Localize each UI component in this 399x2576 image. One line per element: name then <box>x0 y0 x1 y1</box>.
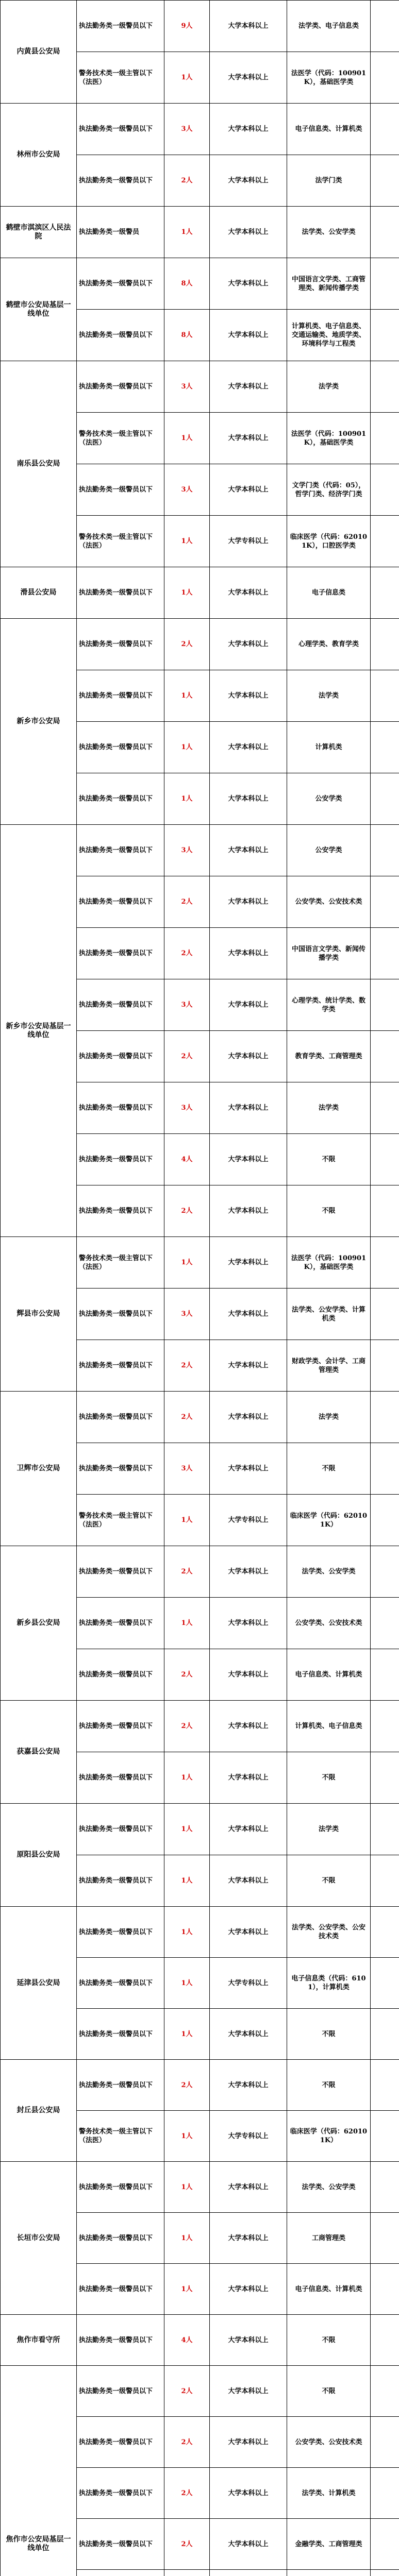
education-cell: 大学本科以上 <box>210 2417 287 2468</box>
remarks-cell <box>371 413 399 464</box>
remarks-cell <box>371 1392 399 1443</box>
headcount-cell: 2人 <box>164 1340 210 1392</box>
headcount-cell: 1人 <box>164 2213 210 2264</box>
remarks-cell <box>371 2213 399 2264</box>
remarks-cell <box>371 207 399 258</box>
remarks-cell <box>371 1443 399 1495</box>
position-cell: 执法勤务类一级警员以下 <box>77 1289 164 1340</box>
table-row <box>1 2315 399 2366</box>
remarks-cell <box>371 876 399 928</box>
remarks-cell <box>371 1340 399 1392</box>
position-cell: 执法勤务类一级警员以下 <box>77 2315 164 2366</box>
remarks-cell <box>371 2111 399 2162</box>
headcount-cell: 2人 <box>164 1392 210 1443</box>
position-cell: 执法勤务类一级警员以下 <box>77 258 164 310</box>
remarks-cell <box>371 1546 399 1598</box>
education-cell: 大学本科以上 <box>210 722 287 773</box>
position-cell: 执法勤务类一级警员以下 <box>77 361 164 413</box>
major-cell: 心理学类、统计学类、数学类 <box>287 979 371 1031</box>
headcount-cell: 4人 <box>164 2315 210 2366</box>
major-cell: 法学类 <box>287 1392 371 1443</box>
headcount-cell: 1人 <box>164 1907 210 1958</box>
remarks-cell <box>371 825 399 876</box>
position-cell: 执法勤务类一级警员以下 <box>77 464 164 516</box>
remarks-cell <box>371 2366 399 2417</box>
table-row <box>1 1804 399 1855</box>
headcount-cell: 8人 <box>164 310 210 361</box>
major-cell: 法学类 <box>287 1082 371 1134</box>
remarks-cell <box>371 1495 399 1546</box>
education-cell: 大学本科以上 <box>210 979 287 1031</box>
remarks-cell <box>371 619 399 670</box>
position-cell: 执法勤务类一级警员以下 <box>77 1958 164 2009</box>
headcount-cell: 1人 <box>164 52 210 104</box>
major-cell: 法学类、公安学类、公安技术类 <box>287 1907 371 1958</box>
position-cell: 警务技术类一级主管以下（法医） <box>77 413 164 464</box>
major-cell: 法学类 <box>287 361 371 413</box>
headcount-cell: 2人 <box>164 1701 210 1752</box>
unit-name-cell: 原阳县公安局 <box>1 1804 77 1907</box>
education-cell: 大学本科以上 <box>210 1134 287 1185</box>
education-cell: 大学本科以上 <box>210 155 287 207</box>
headcount-cell: 1人 <box>164 1495 210 1546</box>
headcount-cell: 2人 <box>164 2519 210 2570</box>
major-cell: 法学类、公安学类 <box>287 1546 371 1598</box>
major-cell: 不限 <box>287 1855 371 1907</box>
remarks-cell <box>371 2570 399 2576</box>
education-cell: 大学本科以上 <box>210 2213 287 2264</box>
major-cell: 工商管理类 <box>287 2213 371 2264</box>
unit-name-cell: 鹤壁市公安局基层一线单位 <box>1 258 77 361</box>
remarks-cell <box>371 258 399 310</box>
unit-name-cell: 焦作市公安局基层一线单位 <box>1 2366 77 2576</box>
major-cell: 计算机类、电子信息类、交通运输类、地质学类、环境科学与工程类 <box>287 310 371 361</box>
remarks-cell <box>371 1649 399 1701</box>
education-cell: 大学本科以上 <box>210 1340 287 1392</box>
headcount-cell: 2人 <box>164 1185 210 1237</box>
major-cell: 不限 <box>287 1443 371 1495</box>
headcount-cell: 2人 <box>164 1649 210 1701</box>
remarks-cell <box>371 1598 399 1649</box>
remarks-cell <box>371 1082 399 1134</box>
position-cell: 执法勤务类一级警员以下 <box>77 1546 164 1598</box>
remarks-cell <box>371 2417 399 2468</box>
headcount-cell: 1人 <box>164 1598 210 1649</box>
education-cell: 大学本科以上 <box>210 1752 287 1804</box>
remarks-cell <box>371 1804 399 1855</box>
major-cell: 不限 <box>287 2009 371 2060</box>
table-row <box>1 1546 399 1598</box>
position-cell: 执法勤务类一级警员以下 <box>77 1031 164 1082</box>
major-cell: 法学类 <box>287 670 371 722</box>
education-cell: 大学本科以上 <box>210 2315 287 2366</box>
education-cell: 大学本科以上 <box>210 1 287 52</box>
education-cell: 大学专科以上 <box>210 1958 287 2009</box>
major-cell <box>287 2570 371 2576</box>
major-cell: 计算机类、电子信息类 <box>287 1701 371 1752</box>
position-cell: 执法勤务类一级警员以下 <box>77 825 164 876</box>
education-cell <box>210 2570 287 2576</box>
position-cell: 执法勤务类一级警员以下 <box>77 2417 164 2468</box>
major-cell: 电子信息类、计算机类 <box>287 2264 371 2315</box>
remarks-cell <box>371 155 399 207</box>
education-cell: 大学本科以上 <box>210 1598 287 1649</box>
position-cell: 警务技术类一级主管以下（法医） <box>77 2111 164 2162</box>
education-cell: 大学本科以上 <box>210 2264 287 2315</box>
headcount-cell: 2人 <box>164 2060 210 2111</box>
unit-name-cell: 长垣市公安局 <box>1 2162 77 2315</box>
major-cell: 公安学类、公安技术类 <box>287 2417 371 2468</box>
unit-name-cell: 新乡县公安局 <box>1 1546 77 1701</box>
education-cell: 大学专科以上 <box>210 2111 287 2162</box>
remarks-cell <box>371 1 399 52</box>
unit-name-cell: 焦作市看守所 <box>1 2315 77 2366</box>
remarks-cell <box>371 2009 399 2060</box>
education-cell: 大学本科以上 <box>210 1185 287 1237</box>
headcount-cell: 1人 <box>164 2111 210 2162</box>
major-cell: 文学门类（代码：05），哲学门类、经济学门类 <box>287 464 371 516</box>
unit-name-cell: 新乡市公安局基层一线单位 <box>1 825 77 1237</box>
table-row <box>1 104 399 155</box>
position-cell: 执法勤务类一级警员以下 <box>77 567 164 619</box>
position-cell: 执法勤务类一级警员以下 <box>77 2468 164 2519</box>
unit-name-cell: 卫辉市公安局 <box>1 1392 77 1546</box>
table-row <box>1 258 399 310</box>
table-row <box>1 2162 399 2213</box>
headcount-cell: 8人 <box>164 258 210 310</box>
headcount-cell: 1人 <box>164 207 210 258</box>
education-cell: 大学本科以上 <box>210 258 287 310</box>
remarks-cell <box>371 1185 399 1237</box>
remarks-cell <box>371 1237 399 1289</box>
major-cell: 法医学（代码：100901K），基础医学类 <box>287 52 371 104</box>
major-cell: 中国语言文学类、新闻传播学类 <box>287 928 371 979</box>
headcount-cell: 1人 <box>164 1237 210 1289</box>
headcount-cell: 1人 <box>164 1855 210 1907</box>
education-cell: 大学本科以上 <box>210 1443 287 1495</box>
headcount-cell: 1人 <box>164 2162 210 2213</box>
major-cell: 公安学类、公安技术类 <box>287 1598 371 1649</box>
major-cell: 法学门类 <box>287 155 371 207</box>
headcount-cell: 1人 <box>164 670 210 722</box>
education-cell: 大学本科以上 <box>210 2060 287 2111</box>
headcount-cell: 2人 <box>164 2417 210 2468</box>
unit-name-cell: 内黄县公安局 <box>1 1 77 104</box>
major-cell: 计算机类 <box>287 722 371 773</box>
unit-name-cell: 新乡市公安局 <box>1 619 77 825</box>
education-cell: 大学本科以上 <box>210 773 287 825</box>
unit-name-cell: 滑县公安局 <box>1 567 77 619</box>
position-cell: 执法勤务类一级警员以下 <box>77 2213 164 2264</box>
remarks-cell <box>371 567 399 619</box>
position-cell: 执法勤务类一级警员以下 <box>77 773 164 825</box>
headcount-cell: 1人 <box>164 516 210 567</box>
remarks-cell <box>371 1134 399 1185</box>
major-cell: 公安学类 <box>287 825 371 876</box>
education-cell: 大学本科以上 <box>210 876 287 928</box>
position-cell: 执法勤务类一级警员以下 <box>77 1907 164 1958</box>
education-cell: 大学本科以上 <box>210 52 287 104</box>
education-cell: 大学专科以上 <box>210 516 287 567</box>
unit-name-cell: 获嘉县公安局 <box>1 1701 77 1804</box>
remarks-cell <box>371 464 399 516</box>
headcount-cell: 3人 <box>164 1082 210 1134</box>
headcount-cell: 3人 <box>164 464 210 516</box>
remarks-cell <box>371 2519 399 2570</box>
table-row <box>1 207 399 258</box>
position-cell: 执法勤务类一级警员以下 <box>77 104 164 155</box>
remarks-cell <box>371 670 399 722</box>
table-row <box>1 2060 399 2111</box>
remarks-cell <box>371 310 399 361</box>
education-cell: 大学本科以上 <box>210 104 287 155</box>
table-row <box>1 1 399 52</box>
table-row <box>1 361 399 413</box>
major-cell: 法学类、公安学类 <box>287 207 371 258</box>
table-row <box>1 1237 399 1289</box>
headcount-cell: 3人 <box>164 979 210 1031</box>
education-cell: 大学本科以上 <box>210 1082 287 1134</box>
headcount-cell: 2人 <box>164 1546 210 1598</box>
major-cell: 财政学类、会计学、工商管理类 <box>287 1340 371 1392</box>
headcount-cell: 1人 <box>164 2264 210 2315</box>
headcount-cell: 2人 <box>164 2366 210 2417</box>
headcount-cell: 1人 <box>164 1752 210 1804</box>
headcount-cell: 1人 <box>164 567 210 619</box>
position-cell: 执法勤务类一级警员以下 <box>77 1392 164 1443</box>
education-cell: 大学本科以上 <box>210 1546 287 1598</box>
unit-name-cell: 南乐县公安局 <box>1 361 77 567</box>
position-cell: 警务技术类一级主管以下（法医） <box>77 516 164 567</box>
major-cell: 不限 <box>287 1752 371 1804</box>
unit-name-cell: 延津县公安局 <box>1 1907 77 2060</box>
position-cell: 执法勤务类一级警员以下 <box>77 876 164 928</box>
remarks-cell <box>371 361 399 413</box>
headcount-cell: 1人 <box>164 413 210 464</box>
remarks-cell <box>371 2264 399 2315</box>
position-cell: 警务技术类一级主管以下（法医） <box>77 52 164 104</box>
headcount-cell: 2人 <box>164 155 210 207</box>
major-cell: 中国语言文学类、工商管理类、新闻传播学类 <box>287 258 371 310</box>
remarks-cell <box>371 979 399 1031</box>
remarks-cell <box>371 1958 399 2009</box>
remarks-cell <box>371 1701 399 1752</box>
headcount-cell: 3人 <box>164 825 210 876</box>
position-cell: 执法勤务类一级警员以下 <box>77 1082 164 1134</box>
headcount-cell: 1人 <box>164 722 210 773</box>
remarks-cell <box>371 773 399 825</box>
headcount-cell: 2人 <box>164 1031 210 1082</box>
headcount-cell <box>164 2570 210 2576</box>
education-cell: 大学本科以上 <box>210 464 287 516</box>
education-cell: 大学本科以上 <box>210 670 287 722</box>
education-cell: 大学本科以上 <box>210 825 287 876</box>
position-cell: 执法勤务类一级警员以下 <box>77 1185 164 1237</box>
major-cell: 临床医学（代码：620101K），口腔医学类 <box>287 516 371 567</box>
table-row <box>1 619 399 670</box>
position-cell: 执法勤务类一级警员以下 <box>77 2264 164 2315</box>
headcount-cell: 4人 <box>164 1134 210 1185</box>
position-cell: 执法勤务类一级警员以下 <box>77 1649 164 1701</box>
major-cell: 临床医学（代码：620101K） <box>287 1495 371 1546</box>
remarks-cell <box>371 52 399 104</box>
headcount-cell: 3人 <box>164 361 210 413</box>
position-cell: 执法勤务类一级警员以下 <box>77 1855 164 1907</box>
position-cell: 执法勤务类一级警员以下 <box>77 1701 164 1752</box>
headcount-cell: 1人 <box>164 773 210 825</box>
position-cell: 警务技术类一级主管以下（法医） <box>77 1237 164 1289</box>
major-cell: 临床医学（代码：620101K） <box>287 2111 371 2162</box>
table-row <box>1 1907 399 1958</box>
remarks-cell <box>371 2315 399 2366</box>
education-cell: 大学专科以上 <box>210 1495 287 1546</box>
education-cell: 大学本科以上 <box>210 1649 287 1701</box>
education-cell: 大学本科以上 <box>210 619 287 670</box>
remarks-cell <box>371 722 399 773</box>
major-cell: 电子信息类（代码：6101），计算机类 <box>287 1958 371 2009</box>
remarks-cell <box>371 1289 399 1340</box>
education-cell: 大学本科以上 <box>210 2519 287 2570</box>
education-cell: 大学本科以上 <box>210 1855 287 1907</box>
education-cell: 大学本科以上 <box>210 310 287 361</box>
education-cell: 大学本科以上 <box>210 1237 287 1289</box>
major-cell: 法医学（代码：100901K），基础医学类 <box>287 1237 371 1289</box>
position-cell: 执法勤务类一级警员以下 <box>77 310 164 361</box>
position-cell: 执法勤务类一级警员以下 <box>77 1598 164 1649</box>
table-row <box>1 825 399 876</box>
position-cell: 执法勤务类一级警员以下 <box>77 1752 164 1804</box>
education-cell: 大学本科以上 <box>210 2366 287 2417</box>
headcount-cell: 1人 <box>164 1958 210 2009</box>
remarks-cell <box>371 1855 399 1907</box>
education-cell: 大学本科以上 <box>210 2468 287 2519</box>
position-cell: 执法勤务类一级警员以下 <box>77 2519 164 2570</box>
major-cell: 法学类 <box>287 1804 371 1855</box>
remarks-cell <box>371 928 399 979</box>
unit-name-cell: 鹤壁市淇滨区人民法院 <box>1 207 77 258</box>
education-cell: 大学本科以上 <box>210 928 287 979</box>
table-row <box>1 1392 399 1443</box>
remarks-cell <box>371 516 399 567</box>
headcount-cell: 1人 <box>164 2009 210 2060</box>
unit-name-cell: 林州市公安局 <box>1 104 77 207</box>
education-cell: 大学本科以上 <box>210 2009 287 2060</box>
position-cell: 执法勤务类一级警员以下 <box>77 928 164 979</box>
position-cell: 执法勤务类一级警员以下 <box>77 2366 164 2417</box>
remarks-cell <box>371 2468 399 2519</box>
major-cell: 法学类、公安学类 <box>287 2162 371 2213</box>
remarks-cell <box>371 2060 399 2111</box>
position-cell: 执法勤务类一级警员以下 <box>77 155 164 207</box>
education-cell: 大学本科以上 <box>210 1907 287 1958</box>
major-cell: 心理学类、教育学类 <box>287 619 371 670</box>
headcount-cell: 2人 <box>164 619 210 670</box>
major-cell: 电子信息类、计算机类 <box>287 1649 371 1701</box>
education-cell: 大学本科以上 <box>210 207 287 258</box>
headcount-cell: 3人 <box>164 1289 210 1340</box>
headcount-cell: 3人 <box>164 1443 210 1495</box>
major-cell: 不限 <box>287 1185 371 1237</box>
headcount-cell: 2人 <box>164 928 210 979</box>
headcount-cell: 2人 <box>164 876 210 928</box>
headcount-cell: 1人 <box>164 1804 210 1855</box>
remarks-cell <box>371 1031 399 1082</box>
education-cell: 大学本科以上 <box>210 1289 287 1340</box>
position-cell: 执法勤务类一级警员以下 <box>77 2162 164 2213</box>
headcount-cell: 2人 <box>164 2468 210 2519</box>
position-cell: 执法勤务类一级警员以下 <box>77 2060 164 2111</box>
major-cell: 不限 <box>287 2060 371 2111</box>
remarks-cell <box>371 2162 399 2213</box>
position-cell: 执法勤务类一级警员以下 <box>77 722 164 773</box>
major-cell: 教育学类、工商管理类 <box>287 1031 371 1082</box>
major-cell: 法学类、公安学类、计算机类 <box>287 1289 371 1340</box>
position-cell: 执法勤务类一级警员以下 <box>77 1804 164 1855</box>
major-cell: 金融学类、工商管理类 <box>287 2519 371 2570</box>
table-row <box>1 1701 399 1752</box>
major-cell: 公安学类、公安技术类 <box>287 876 371 928</box>
remarks-cell <box>371 104 399 155</box>
headcount-cell: 3人 <box>164 104 210 155</box>
remarks-cell <box>371 1752 399 1804</box>
position-cell: 执法勤务类一级警员以下 <box>77 979 164 1031</box>
unit-name-cell: 封丘县公安局 <box>1 2060 77 2162</box>
unit-name-cell: 辉县市公安局 <box>1 1237 77 1392</box>
major-cell: 不限 <box>287 1134 371 1185</box>
major-cell: 电子信息类 <box>287 567 371 619</box>
education-cell: 大学本科以上 <box>210 361 287 413</box>
major-cell: 不限 <box>287 2366 371 2417</box>
recruitment-table-body <box>1 1 399 2576</box>
education-cell: 大学本科以上 <box>210 567 287 619</box>
position-cell: 执法勤务类一级警员以下 <box>77 1443 164 1495</box>
remarks-cell <box>371 1907 399 1958</box>
position-cell: 执法勤务类一级警员以下 <box>77 619 164 670</box>
major-cell: 法学类、电子信息类 <box>287 1 371 52</box>
position-cell: 执法勤务类一级警员以下 <box>77 1340 164 1392</box>
education-cell: 大学本科以上 <box>210 1804 287 1855</box>
position-cell: 执法勤务类一级警员 <box>77 207 164 258</box>
education-cell: 大学本科以上 <box>210 1701 287 1752</box>
education-cell: 大学本科以上 <box>210 1031 287 1082</box>
major-cell: 公安学类 <box>287 773 371 825</box>
position-cell <box>77 2570 164 2576</box>
headcount-cell: 9人 <box>164 1 210 52</box>
major-cell: 法学类、计算机类 <box>287 2468 371 2519</box>
table-row <box>1 2366 399 2417</box>
position-cell: 执法勤务类一级警员以下 <box>77 2009 164 2060</box>
position-cell: 执法勤务类一级警员以下 <box>77 670 164 722</box>
education-cell: 大学本科以上 <box>210 2162 287 2213</box>
education-cell: 大学本科以上 <box>210 413 287 464</box>
position-cell: 执法勤务类一级警员以下 <box>77 1134 164 1185</box>
major-cell: 不限 <box>287 2315 371 2366</box>
major-cell: 法医学（代码：100901K），基础医学类 <box>287 413 371 464</box>
position-cell: 执法勤务类一级警员以下 <box>77 1 164 52</box>
position-cell: 警务技术类一级主管以下（法医） <box>77 1495 164 1546</box>
major-cell: 电子信息类、计算机类 <box>287 104 371 155</box>
education-cell: 大学本科以上 <box>210 1392 287 1443</box>
table-row <box>1 567 399 619</box>
